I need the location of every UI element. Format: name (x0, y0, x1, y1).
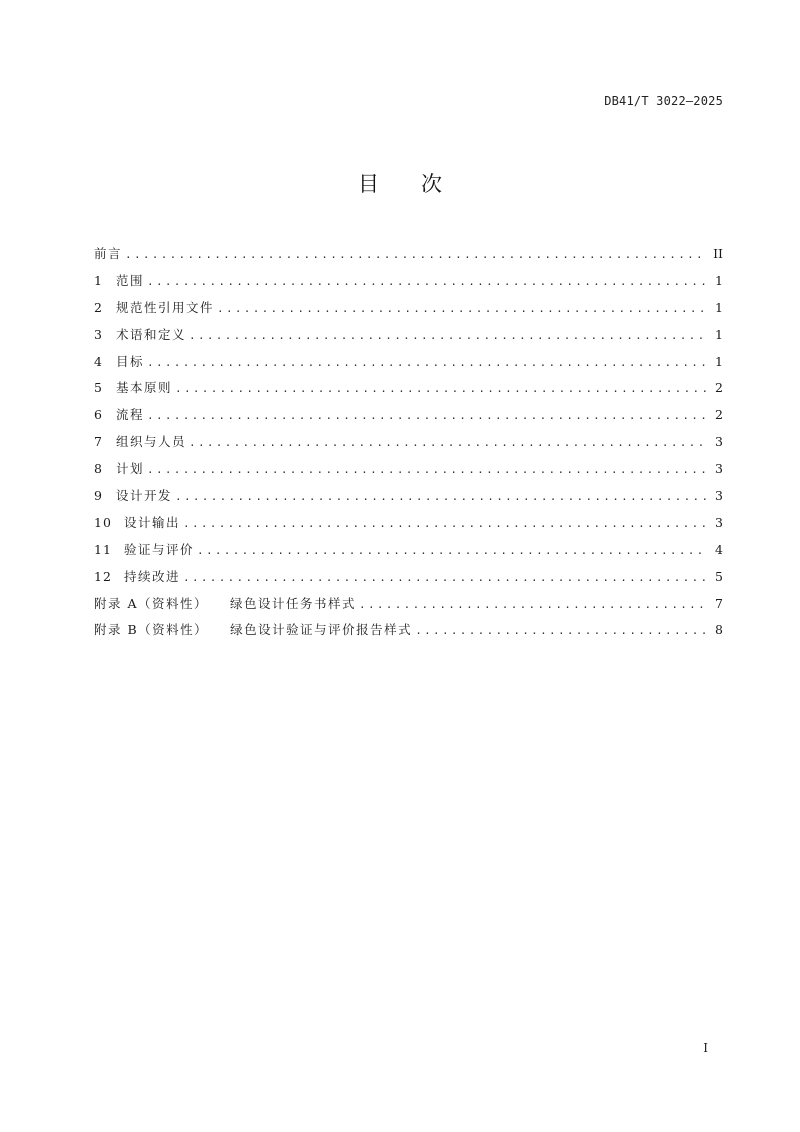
toc-entry-title: 术语和定义 (116, 326, 187, 342)
toc-entry-number: 7 (94, 434, 103, 450)
toc-entry-number: 9 (94, 488, 103, 504)
toc-entry-page: II (713, 246, 723, 261)
dot-leader (197, 544, 707, 557)
toc-entry-number: 6 (94, 407, 103, 423)
toc-entry[interactable] (94, 432, 723, 459)
toc-entry-page: 1 (715, 353, 723, 369)
dot-leader (125, 248, 707, 261)
toc-entry-page: 3 (715, 514, 723, 530)
toc-entry-number: 5 (94, 380, 103, 396)
toc-entry-title: 前言 (94, 246, 123, 261)
toc-entry-number: 4 (94, 353, 103, 369)
toc-entry-title: 组织与人员 (116, 434, 187, 450)
toc-entry[interactable] (94, 271, 723, 298)
annex-label: 附录 A（资料性） (94, 595, 209, 611)
toc-entry-title: 流程 (116, 407, 145, 423)
table-of-contents (94, 244, 723, 647)
dot-leader (359, 598, 707, 611)
toc-entry[interactable] (94, 513, 723, 540)
toc-entry-number: 10 (94, 514, 112, 530)
toc-entry-annex-b[interactable] (94, 620, 723, 647)
toc-entry-number: 8 (94, 461, 103, 477)
toc-entry-number: 11 (94, 541, 112, 557)
dot-leader (175, 382, 707, 395)
toc-entry[interactable] (94, 567, 723, 594)
toc-entry-page: 3 (715, 488, 723, 504)
toc-entry-page: 2 (715, 380, 723, 396)
toc-entry-title: 验证与评价 (124, 541, 195, 557)
dot-leader (183, 517, 707, 530)
toc-entry-page: 7 (715, 595, 723, 611)
toc-entry-title: 目标 (116, 353, 145, 369)
dot-leader (147, 409, 707, 422)
toc-entry-annex-a[interactable] (94, 594, 723, 621)
toc-entry[interactable] (94, 352, 723, 379)
toc-entry-title: 持续改进 (124, 568, 181, 584)
page-title-char-2: 次 (421, 172, 442, 196)
toc-entry-page: 1 (715, 299, 723, 315)
dot-leader (147, 356, 707, 369)
page-title-char-1: 目 (358, 172, 379, 196)
toc-entry-page: 8 (715, 622, 723, 638)
toc-entry[interactable] (94, 405, 723, 432)
dot-leader (217, 302, 707, 315)
toc-entry-title: 规范性引用文件 (116, 299, 215, 315)
annex-title: 绿色设计验证与评价报告样式 (230, 622, 413, 638)
toc-entry-title: 设计输出 (124, 514, 181, 530)
toc-entry-title: 计划 (116, 461, 145, 477)
dot-leader (183, 571, 707, 584)
toc-entry-number: 2 (94, 299, 103, 315)
dot-leader (189, 436, 707, 449)
toc-entry[interactable] (94, 298, 723, 325)
toc-entry[interactable] (94, 378, 723, 405)
toc-entry-page: 3 (715, 461, 723, 477)
toc-entry-title: 范围 (116, 272, 145, 288)
toc-entry-number: 12 (94, 568, 112, 584)
toc-entry-page: 3 (715, 434, 723, 450)
toc-entry-title: 基本原则 (116, 380, 173, 396)
toc-entry-number: 3 (94, 326, 103, 342)
toc-entry-page: 4 (715, 541, 723, 557)
page-number: I (703, 1041, 708, 1055)
document-code: DB41/T 3022—2025 (604, 94, 723, 108)
toc-entry-page: 5 (715, 568, 723, 584)
dot-leader (175, 490, 707, 503)
dot-leader (147, 463, 707, 476)
toc-entry-number: 1 (94, 272, 103, 288)
toc-entry-page: 1 (715, 326, 723, 342)
toc-entry-title: 设计开发 (116, 488, 173, 504)
dot-leader (415, 624, 707, 637)
toc-entry[interactable] (94, 325, 723, 352)
dot-leader (147, 275, 707, 288)
toc-entry[interactable] (94, 486, 723, 513)
toc-entry-foreword[interactable] (94, 244, 723, 271)
dot-leader (189, 329, 707, 342)
toc-entry-page: 2 (715, 407, 723, 423)
toc-entry[interactable] (94, 459, 723, 486)
annex-label: 附录 B（资料性） (94, 622, 209, 638)
annex-title: 绿色设计任务书样式 (230, 595, 357, 611)
toc-entry-page: 1 (715, 272, 723, 288)
toc-entry[interactable] (94, 540, 723, 567)
page-title (0, 168, 800, 198)
